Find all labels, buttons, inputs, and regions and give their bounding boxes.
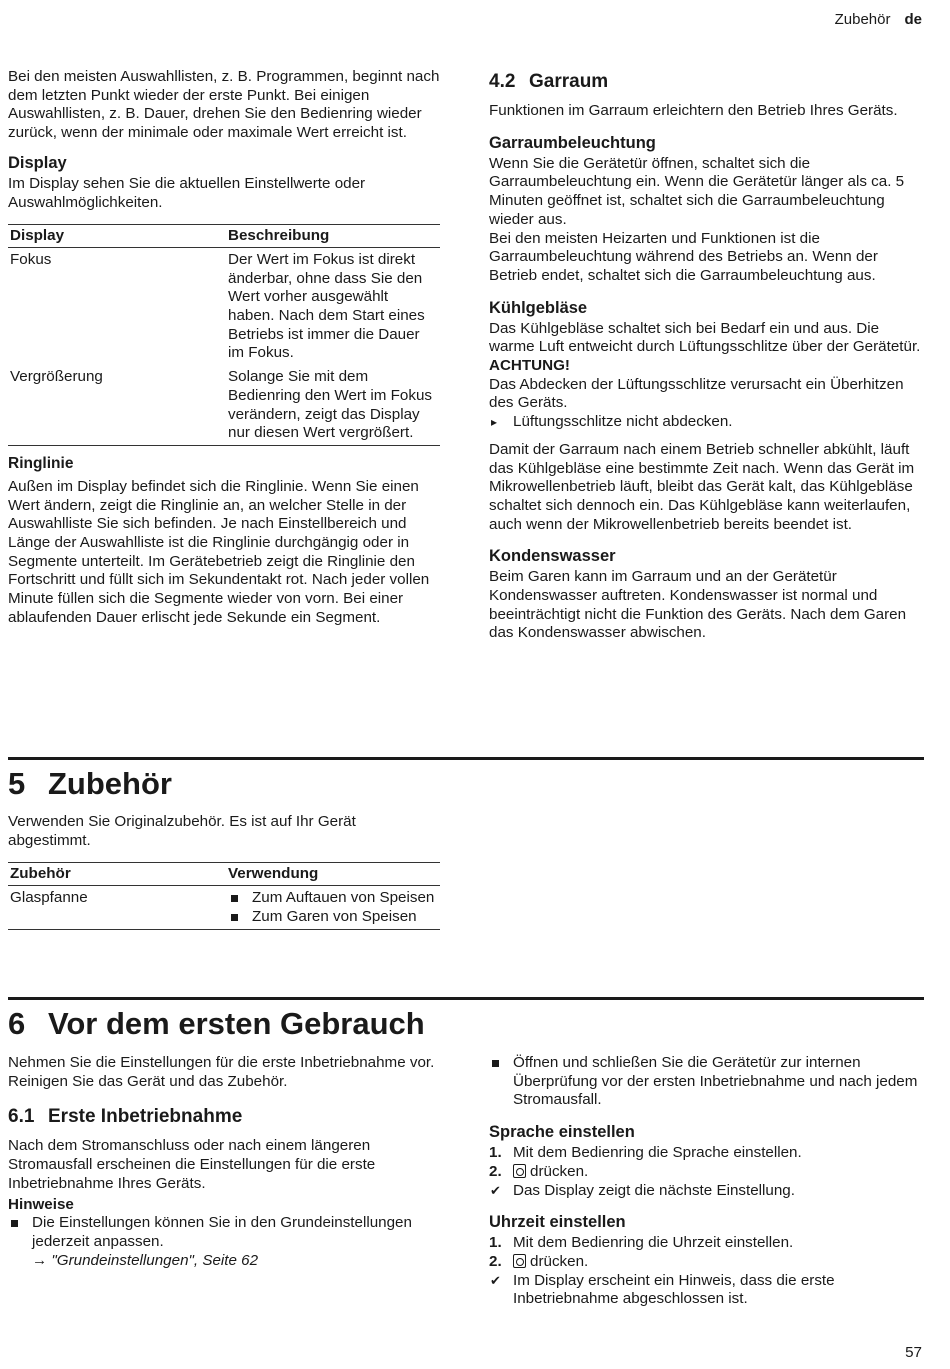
kuehl-heading: Kühlgebläse xyxy=(489,298,588,317)
result-text: Im Display erscheint ein Hinweis, dass die erste Inbetriebnahme abgeschlossen ist. xyxy=(513,1271,835,1308)
result-item xyxy=(489,1272,924,1309)
step-number: 2. xyxy=(489,1252,502,1270)
section-title: Garraum xyxy=(529,71,609,92)
intro-paragraph: Bei den meisten Auswahllisten, z. B. Programmen, beginnt nach dem letzten Punkt wieder der erste Punkt. Bei einigen Auswahllisten, z. B. Dauer, drehen Sie den Bedienring wieder zurück, wenn der minimale oder maximale Wert erreicht ist. xyxy=(8,68,440,142)
beleuchtung-text-1: Wenn Sie die Gerätetür öffnen, schaltet sich die Garraumbeleuchtung ein. Wenn die Gerätetür länger als ca. 5 Minuten geöffnet ist, schaltet sich die Garraumbeleuchtung wieder aus. xyxy=(489,154,905,228)
section-number: 6.1 xyxy=(8,1106,35,1128)
result-item xyxy=(489,1182,924,1201)
warning-label: ACHTUNG! xyxy=(489,357,570,375)
header-section: Zubehör xyxy=(834,11,891,28)
table-cell: Der Wert im Fokus ist direkt änderbar, ohne dass Sie den Wert vorher ausgewählt haben. Nach dem Start eines Betriebs ist immer die Dauer im Fokus. xyxy=(228,250,425,362)
display-table-header-col1: Display xyxy=(8,225,226,248)
hints-list-continued xyxy=(489,1054,924,1110)
list-item: Öffnen und schließen Sie die Gerätetür zur internen Überprüfung vor der ersten Inbetriebnahme und nach jedem Stromausfall. xyxy=(489,1054,924,1110)
step-number: 1. xyxy=(489,1144,502,1162)
cross-reference-link[interactable]: → "Grundeinstellungen", Seite 62 xyxy=(32,1251,259,1269)
confirm-key-icon xyxy=(513,1164,526,1178)
beleuchtung-heading: Garraumbeleuchtung xyxy=(489,133,656,152)
sprache-heading: Sprache einstellen xyxy=(489,1123,635,1142)
step-item xyxy=(489,1234,924,1253)
table-row xyxy=(8,365,440,445)
hints-heading: Hinweise xyxy=(8,1195,74,1213)
step-text: Mit dem Bedienring die Sprache einstellen. xyxy=(513,1144,802,1162)
zubehoer-table-header-col2: Verwendung xyxy=(226,863,440,886)
table-cell: Solange Sie mit dem Bedienring den Wert im Fokus verändern, zeigt das Display nur diesen Wert vergrößert. xyxy=(226,365,440,445)
chapter-5 xyxy=(8,757,924,802)
uses-list xyxy=(228,889,438,926)
kondens-text: Beim Garen kann im Garraum und an der Gerätetür Kondenswasser auftreten. Kondenswasser ist normal und beeinträchtigt nicht die Funktion des Geräts. Nach dem Garen das Kondenswasser abwischen. xyxy=(489,568,907,642)
section-number: 4.2 xyxy=(489,71,516,92)
section-6-1-heading xyxy=(8,1105,440,1129)
step-text: drücken. xyxy=(530,1252,589,1270)
chapter-6-intro: Nehmen Sie die Einstellungen für die erste Inbetriebnahme vor. Reinigen Sie das Gerät und das Zubehör. xyxy=(8,1054,435,1090)
chapter-title: Zubehör xyxy=(48,766,172,801)
table-cell: Fokus xyxy=(10,250,52,268)
chapter-5-body xyxy=(8,813,440,930)
beleuchtung-text-2: Bei den meisten Heizarten und Funktionen ist die Garraumbeleuchtung während des Betriebs an. Wenn der Betrieb endet, schaltet sich die Garraumbeleuchtung aus. xyxy=(489,229,878,284)
zubehoer-text: Verwenden Sie Originalzubehör. Es ist auf Ihr Gerät abgestimmt. xyxy=(8,813,356,849)
step-text: drücken. xyxy=(530,1162,589,1180)
page-header xyxy=(835,11,922,28)
confirm-key-icon xyxy=(513,1254,526,1268)
table-cell xyxy=(226,886,440,929)
result-text: Das Display zeigt die nächste Einstellung. xyxy=(513,1181,795,1199)
table-cell: Glaspfanne xyxy=(8,886,226,929)
uhrzeit-heading: Uhrzeit einstellen xyxy=(489,1213,626,1232)
step-number: 1. xyxy=(489,1234,502,1252)
garraum-text: Funktionen im Garraum erleichtern den Betrieb Ihres Geräts. xyxy=(489,102,898,119)
list-item: Zum Garen von Speisen xyxy=(228,908,438,927)
step-text: Mit dem Bedienring die Uhrzeit einstellen. xyxy=(513,1234,794,1252)
list-item: Die Einstellungen können Sie in den Grundeinstellungen jederzeit anpassen. xyxy=(8,1214,440,1251)
display-table xyxy=(8,224,440,446)
checkmark-icon: ✔ xyxy=(490,1272,501,1288)
step-item xyxy=(489,1163,924,1182)
table-row xyxy=(8,247,440,365)
table-cell: Vergrößerung xyxy=(8,365,226,445)
step-number: 2. xyxy=(489,1162,502,1180)
right-column-top xyxy=(489,70,924,643)
chapter-title: Vor dem ersten Gebrauch xyxy=(48,1006,425,1041)
left-column-top xyxy=(8,68,440,628)
chapter-5-title xyxy=(8,760,924,802)
step-item xyxy=(489,1253,924,1272)
page-number: 57 xyxy=(905,1344,922,1361)
chapter-6-left xyxy=(8,1054,440,1270)
table-row xyxy=(8,886,440,929)
chapter-6 xyxy=(8,997,924,1042)
step-item xyxy=(489,1144,924,1163)
list-item: Zum Auftauen von Speisen xyxy=(228,889,438,908)
display-table-header-col2: Beschreibung xyxy=(226,225,440,248)
section-4-2-heading xyxy=(489,70,924,94)
warning-text: Das Abdecken der Lüftungsschlitze verursacht ein Überhitzen des Geräts. xyxy=(489,375,904,412)
section-6-1-text: Nach dem Stromanschluss oder nach einem längeren Stromausfall erscheinen die Einstellungen für die erste Inbetriebnahme Ihres Geräts. xyxy=(8,1137,376,1192)
ringlinie-text: Außen im Display befindet sich die Ringlinie. Wenn Sie einen Wert ändern, zeigt die Ringlinie an, an welcher Stelle in der Auswahlliste Sie sich befinden. Je nach Einstellbereich und Länge der Auswahlliste ist die Ringlinie durchgängig oder in Segmente unterteilt. Im Gerätebetrieb zeigt die Ringlinie den Fortschritt und füllt sich im Sekundentakt rot. Nach jeder vollen Minute füllen sich die Segmente wieder von vorn. Bei einer ablaufenden Dauer erlischt jede Sekunde ein Segment. xyxy=(8,477,430,626)
chapter-6-title xyxy=(8,1000,924,1042)
chapter-number: 6 xyxy=(8,1006,26,1041)
section-title: Erste Inbetriebnahme xyxy=(48,1106,243,1128)
chapter-number: 5 xyxy=(8,766,26,801)
hints-list xyxy=(8,1214,440,1251)
zubehoer-table xyxy=(8,862,440,929)
chapter-6-right xyxy=(489,1054,924,1309)
kuehl-text: Das Kühlgebläse schaltet sich bei Bedarf ein und aus. Die warme Luft entweicht durch Lüftungsschlitze über der Gerätetür. xyxy=(489,319,921,356)
display-text: Im Display sehen Sie die aktuellen Einstellwerte oder Auswahlmöglichkeiten. xyxy=(8,174,366,211)
zubehoer-table-header-col1: Zubehör xyxy=(8,863,226,886)
ringlinie-heading: Ringlinie xyxy=(8,454,74,472)
kondens-heading: Kondenswasser xyxy=(489,547,616,566)
display-heading: Display xyxy=(8,153,67,172)
warning-step: ▸ Lüftungsschlitze nicht abdecken. xyxy=(489,413,924,432)
header-language: de xyxy=(904,11,922,28)
kuehl-text-2: Damit der Garraum nach einem Betrieb schneller abkühlt, läuft das Kühlgebläse eine bestimmte Zeit nach. Wenn das Gerät im Mikrowellenbetrieb läuft, bleibt das Gerät kalt, das Kühlgebläse schaltet sich dennoch ein. Das Kühlgebläse kann weiterlaufen, auch wenn der Mikrowellenbetrieb bereits beendet ist. xyxy=(489,440,915,533)
checkmark-icon: ✔ xyxy=(490,1182,501,1198)
